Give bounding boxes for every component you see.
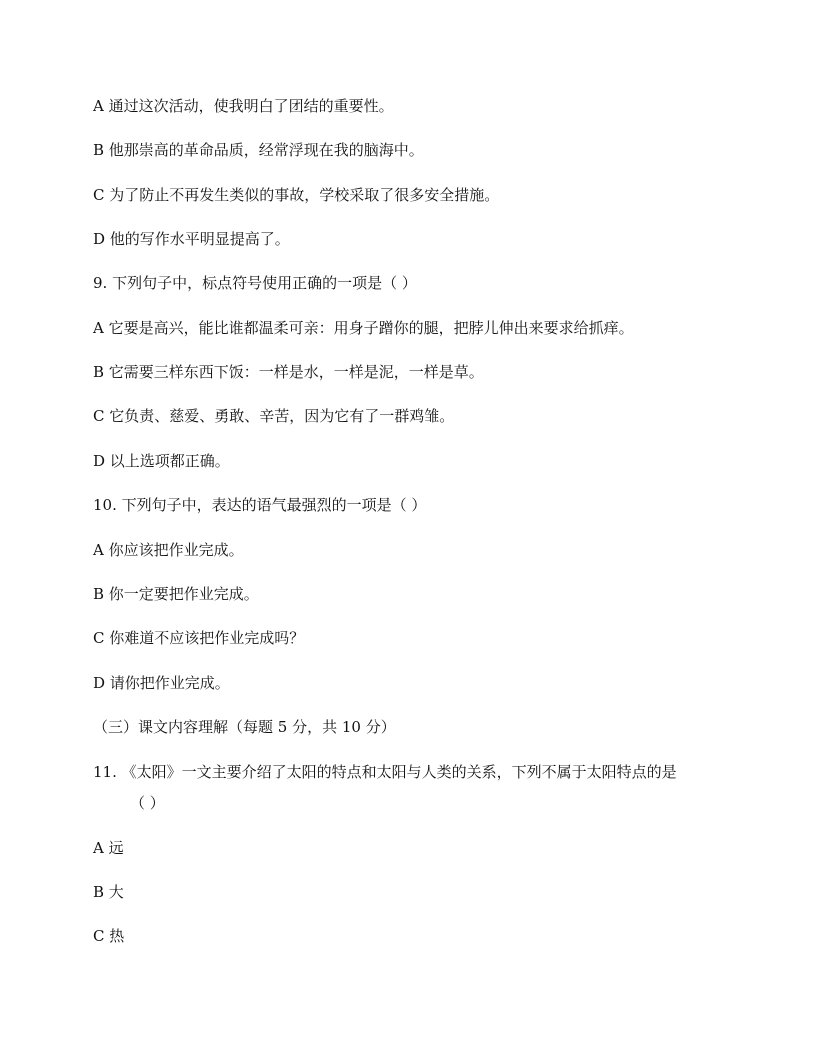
q8-option-d: D 他的写作水平明显提高了。 [93, 230, 290, 248]
q9-option-b: B 它需要三样东西下饭：一样是水，一样是泥，一样是草。 [93, 363, 484, 381]
q8-option-b: B 他那崇高的革命品质，经常浮现在我的脑海中。 [93, 141, 424, 159]
q11-option-a: A 远 [93, 839, 124, 857]
q9-option-d: D 以上选项都正确。 [93, 452, 230, 470]
q10-option-d: D 请你把作业完成。 [93, 674, 230, 692]
q8-option-c: C 为了防止不再发生类似的事故，学校采取了很多安全措施。 [93, 186, 500, 204]
q11-option-b: B 大 [93, 883, 124, 901]
q9-option-c: C 它负责、慈爱、勇敢、辛苦，因为它有了一群鸡雏。 [93, 407, 455, 425]
q10-stem: 10. 下列句子中，表达的语气最强烈的一项是（ ） [93, 496, 427, 514]
q11-stem-continuation: （ ） [130, 794, 165, 812]
q9-stem: 9. 下列句子中，标点符号使用正确的一项是（ ） [93, 274, 417, 292]
q10-option-c: C 你难道不应该把作业完成吗？ [93, 629, 305, 647]
section-heading: （三）课文内容理解（每题 5 分，共 10 分） [93, 718, 396, 736]
q11-stem: 11. 《太阳》一文主要介绍了太阳的特点和太阳与人类的关系，下列不属于太阳特点的是 [93, 763, 677, 781]
q9-option-a: A 它要是高兴，能比谁都温柔可亲：用身子蹭你的腿，把脖儿伸出来要求给抓痒。 [93, 319, 634, 337]
q11-option-c: C 热 [93, 927, 125, 945]
q8-option-a: A 通过这次活动，使我明白了团结的重要性。 [93, 97, 394, 115]
q10-option-a: A 你应该把作业完成。 [93, 541, 244, 559]
q10-option-b: B 你一定要把作业完成。 [93, 585, 259, 603]
